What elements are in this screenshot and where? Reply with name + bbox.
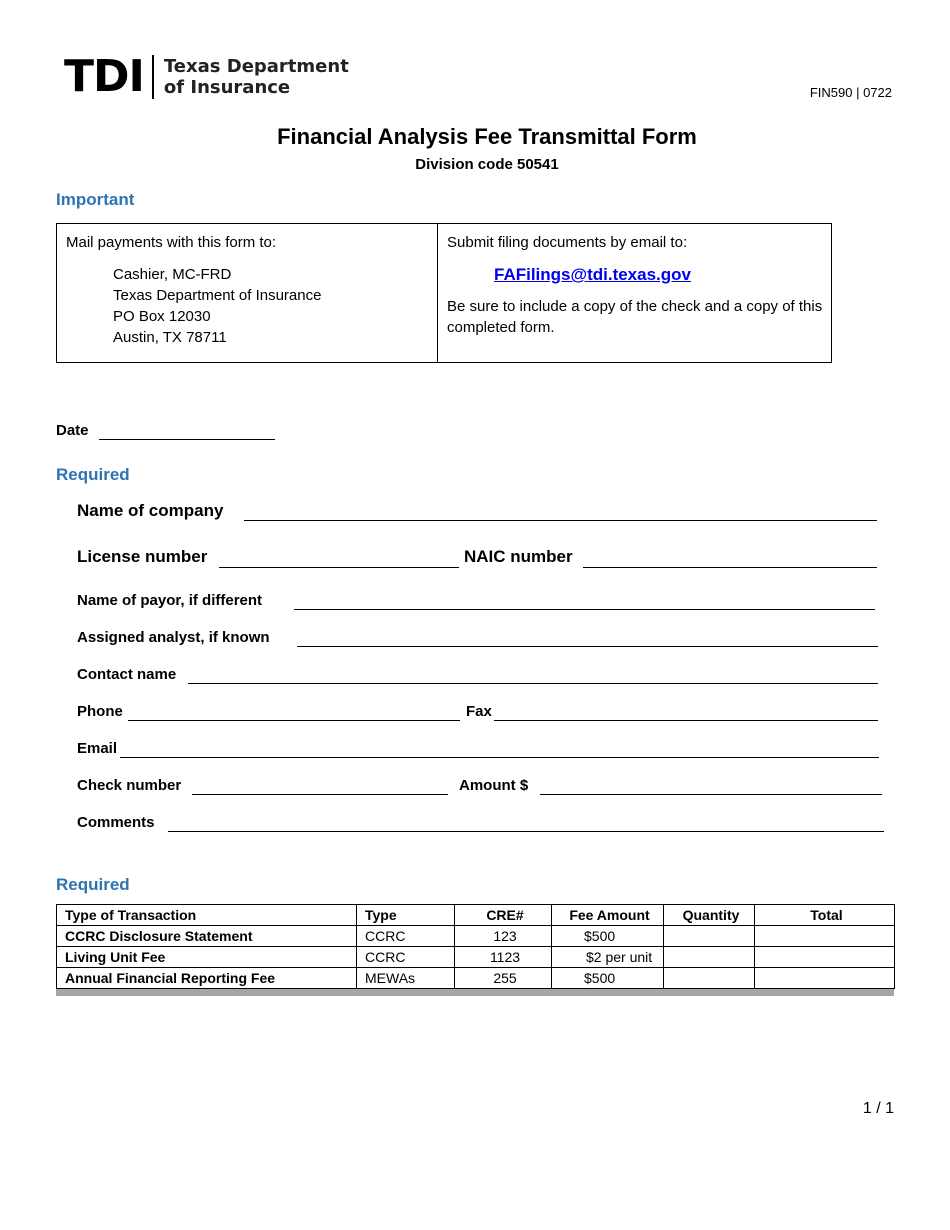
fee-table bbox=[56, 904, 895, 989]
email-intro: Submit filing documents by email to: bbox=[447, 234, 688, 251]
transaction-cell: Annual Financial Reporting Fee bbox=[57, 968, 357, 989]
transaction-cell: Living Unit Fee bbox=[57, 947, 357, 968]
analyst-label: Assigned analyst, if known bbox=[77, 629, 270, 646]
page-number: 1 / 1 bbox=[862, 1100, 894, 1117]
company-field[interactable] bbox=[244, 520, 877, 521]
type-cell: MEWAs bbox=[357, 968, 455, 989]
date-field[interactable] bbox=[99, 439, 275, 440]
phone-label: Phone bbox=[77, 703, 123, 720]
column-header: Fee Amount bbox=[552, 905, 664, 926]
address-line: Texas Department of Insurance bbox=[113, 287, 322, 304]
naic-label: NAIC number bbox=[464, 547, 573, 566]
table-row bbox=[57, 947, 895, 968]
required-heading-1: Required bbox=[56, 465, 130, 484]
filing-email-link[interactable]: FAFilings@tdi.texas.gov bbox=[494, 265, 691, 284]
total-cell[interactable] bbox=[755, 926, 895, 947]
column-header: Total bbox=[755, 905, 895, 926]
quantity-cell[interactable] bbox=[664, 968, 755, 989]
tdi-logo bbox=[64, 51, 349, 102]
contact-field[interactable] bbox=[188, 683, 878, 684]
check-number-label: Check number bbox=[77, 777, 182, 794]
license-field[interactable] bbox=[219, 567, 459, 568]
fax-field[interactable] bbox=[494, 720, 878, 721]
company-label: Name of company bbox=[77, 501, 224, 520]
transaction-cell: CCRC Disclosure Statement bbox=[57, 926, 357, 947]
logo-divider bbox=[152, 55, 154, 99]
logo-mark: TDI bbox=[64, 51, 144, 102]
fee-cell: $500 bbox=[552, 926, 664, 947]
address-line: PO Box 12030 bbox=[113, 308, 211, 325]
email-label: Email bbox=[77, 740, 118, 757]
cre-cell: 255 bbox=[455, 968, 552, 989]
important-box bbox=[56, 223, 832, 363]
mailing-address bbox=[113, 264, 321, 348]
cre-cell: 1123 bbox=[455, 947, 552, 968]
payor-label: Name of payor, if different bbox=[77, 592, 263, 609]
payor-field[interactable] bbox=[294, 609, 875, 610]
type-cell: CCRC bbox=[357, 947, 455, 968]
quantity-cell[interactable] bbox=[664, 926, 755, 947]
fax-label: Fax bbox=[466, 703, 492, 720]
fee-cell: $500 bbox=[552, 968, 664, 989]
form-number: FIN590 | 0722 bbox=[809, 85, 892, 100]
comments-field[interactable] bbox=[168, 831, 884, 832]
column-header: Quantity bbox=[664, 905, 755, 926]
naic-field[interactable] bbox=[583, 567, 877, 568]
cre-cell: 123 bbox=[455, 926, 552, 947]
email-note: Be sure to include a copy of the check and a copy of this completed form. bbox=[447, 298, 823, 336]
important-heading: Important bbox=[56, 190, 135, 209]
table-row bbox=[57, 926, 895, 947]
mail-instructions bbox=[57, 224, 438, 362]
contact-label: Contact name bbox=[77, 666, 177, 683]
table-header-row bbox=[57, 905, 895, 926]
page-title: Financial Analysis Fee Transmittal Form bbox=[277, 124, 697, 149]
address-line: Cashier, MC-FRD bbox=[113, 266, 232, 283]
date-label: Date bbox=[56, 422, 89, 439]
column-header: Type of Transaction bbox=[57, 905, 357, 926]
comments-label: Comments bbox=[77, 814, 155, 831]
logo-line-2: of Insurance bbox=[163, 77, 291, 98]
quantity-cell[interactable] bbox=[664, 947, 755, 968]
amount-field[interactable] bbox=[540, 794, 882, 795]
email-instructions bbox=[438, 224, 831, 362]
type-cell: CCRC bbox=[357, 926, 455, 947]
table-bottom-bar bbox=[56, 989, 894, 996]
required-heading-2: Required bbox=[56, 875, 130, 894]
amount-label: Amount $ bbox=[459, 777, 529, 794]
total-cell[interactable] bbox=[755, 947, 895, 968]
logo-line-1: Texas Department bbox=[163, 56, 349, 77]
analyst-field[interactable] bbox=[297, 646, 878, 647]
phone-field[interactable] bbox=[128, 720, 460, 721]
table-row bbox=[57, 968, 895, 989]
column-header: Type bbox=[357, 905, 455, 926]
license-label: License number bbox=[77, 547, 208, 566]
logo-text bbox=[164, 56, 349, 98]
check-number-field[interactable] bbox=[192, 794, 448, 795]
division-code: Division code 50541 bbox=[415, 156, 559, 173]
total-cell[interactable] bbox=[755, 968, 895, 989]
email-field[interactable] bbox=[120, 757, 879, 758]
column-header: CRE# bbox=[455, 905, 552, 926]
mail-intro: Mail payments with this form to: bbox=[66, 234, 277, 251]
fee-cell: $2 per unit bbox=[552, 947, 664, 968]
address-line: Austin, TX 78711 bbox=[113, 329, 227, 346]
